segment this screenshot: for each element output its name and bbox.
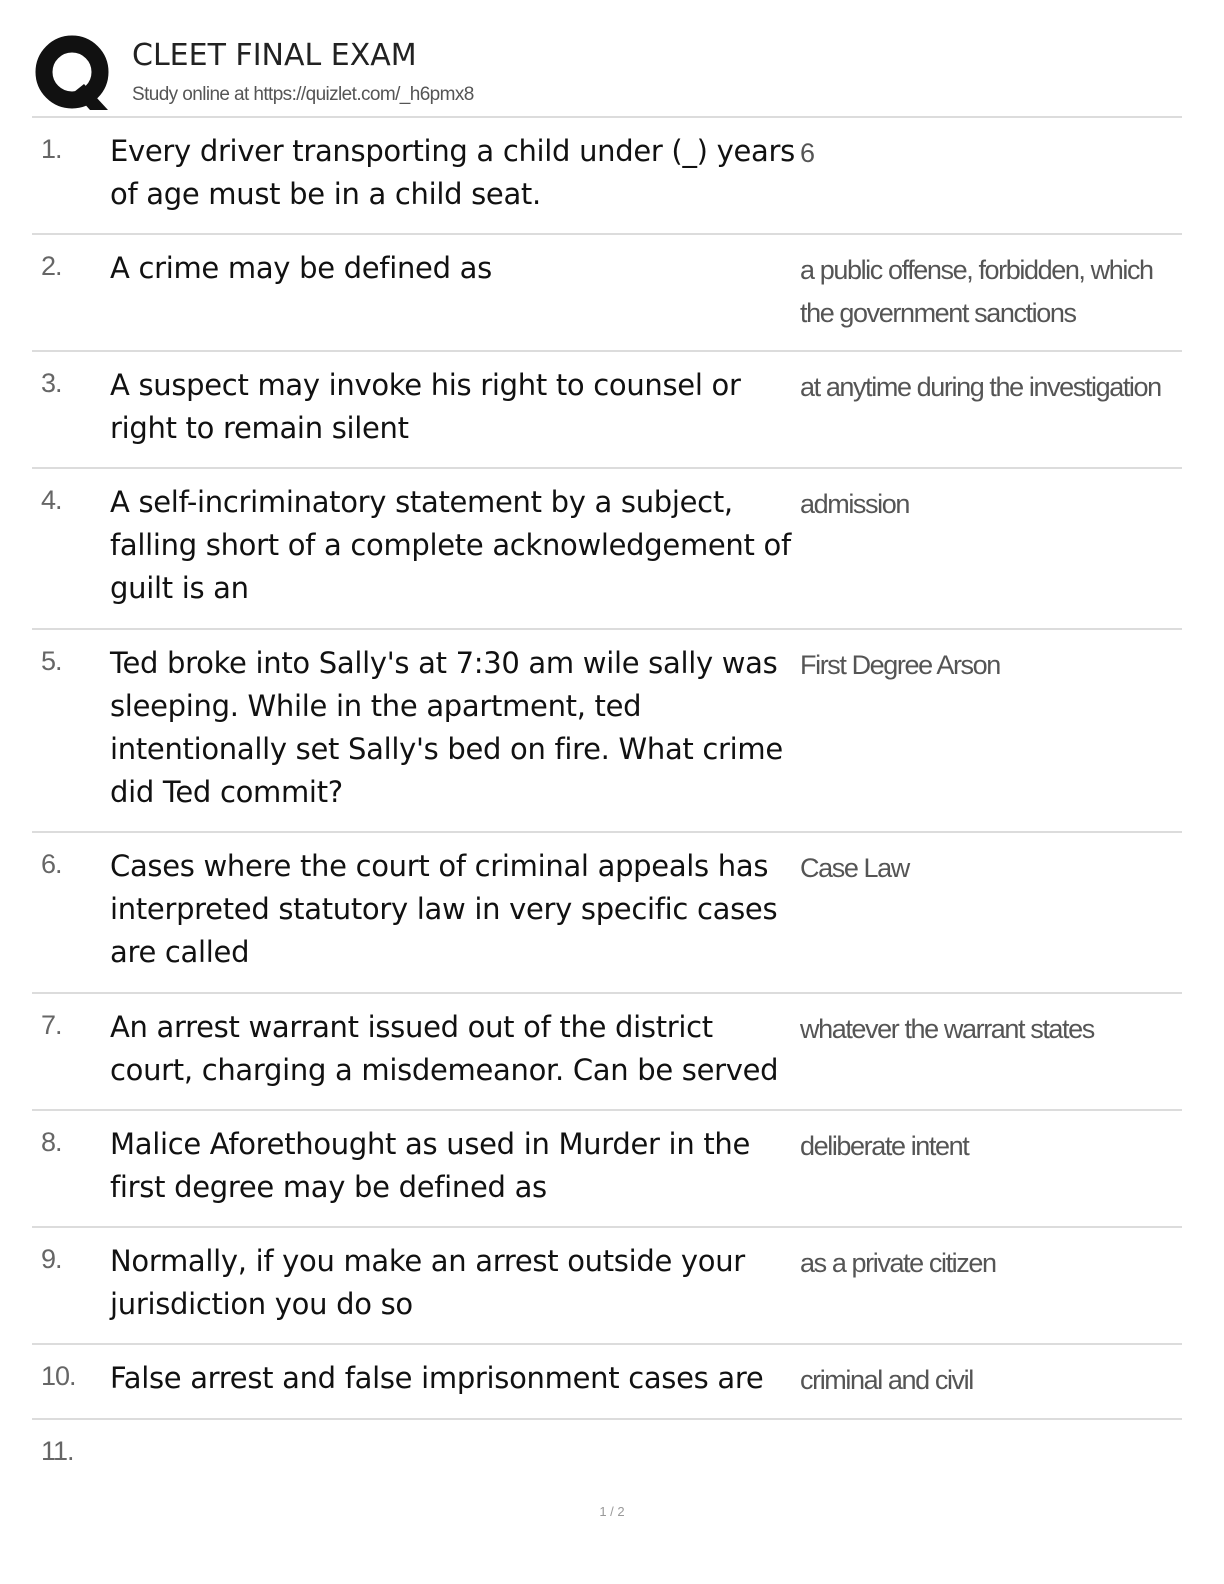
card-number: 5. [41, 646, 62, 676]
card-definition: as a private citizen [800, 1248, 996, 1278]
card-definition: criminal and civil [800, 1365, 973, 1395]
flashcard-row [32, 1345, 1182, 1420]
flashcard-list [32, 118, 1182, 1495]
card-number: 3. [41, 368, 62, 398]
flashcard-row [32, 352, 1182, 469]
card-definition: at anytime during the investigation [800, 372, 1161, 402]
card-number: 8. [41, 1127, 62, 1157]
flashcard-row [32, 235, 1182, 352]
card-number: 10. [41, 1361, 76, 1391]
card-number: 2. [41, 251, 62, 281]
card-term: Ted broke into Sally's at 7:30 am wile sally was sleeping. While in the apartment, ted intentionally set Sally's bed on fire. What crime did Ted commit? [110, 646, 783, 809]
card-number: 4. [41, 485, 62, 515]
card-term: A self-incriminatory statement by a subject, falling short of a complete acknowledgement of guilt is an [110, 485, 791, 605]
card-definition: a public offense, forbidden, which the government sanctions [800, 255, 1153, 328]
flashcard-row [32, 469, 1182, 630]
card-definition: whatever the warrant states [800, 1014, 1094, 1044]
card-number: 7. [41, 1010, 62, 1040]
card-term: An arrest warrant issued out of the district court, charging a misdemeanor. Can be served [110, 1010, 779, 1087]
page-title: CLEET FINAL EXAM [132, 38, 417, 73]
card-definition: 6 [800, 138, 814, 168]
page-number: 1 / 2 [599, 1504, 625, 1519]
flashcard-row [32, 1111, 1182, 1228]
card-definition: deliberate intent [800, 1131, 969, 1161]
card-definition: Case Law [800, 853, 909, 883]
flashcard-row [32, 118, 1182, 235]
quizlet-logo-icon [34, 34, 114, 114]
card-term: Normally, if you make an arrest outside your jurisdiction you do so [110, 1244, 745, 1321]
page-header [32, 30, 1182, 118]
flashcard-row [32, 1420, 1182, 1495]
card-definition: admission [800, 489, 909, 519]
card-term: Every driver transporting a child under (_) years of age must be in a child seat. [110, 134, 795, 211]
card-definition: First Degree Arson [800, 650, 1000, 680]
flashcard-row [32, 630, 1182, 833]
card-number: 1. [41, 134, 62, 164]
card-number: 11. [41, 1436, 74, 1466]
flashcard-row [32, 1228, 1182, 1345]
card-term: A crime may be defined as [110, 251, 492, 285]
card-term: False arrest and false imprisonment cases are [110, 1361, 764, 1395]
card-term: A suspect may invoke his right to counsel or right to remain silent [110, 368, 741, 445]
flashcard-row [32, 833, 1182, 994]
card-number: 9. [41, 1244, 62, 1274]
card-term: Cases where the court of criminal appeals has interpreted statutory law in very specific cases are called [110, 849, 778, 969]
study-online-link-text: Study online at https://quizlet.com/_h6pmx8 [132, 84, 474, 105]
card-number: 6. [41, 849, 62, 879]
card-term: Malice Aforethought as used in Murder in the first degree may be defined as [110, 1127, 751, 1204]
flashcard-row [32, 994, 1182, 1111]
